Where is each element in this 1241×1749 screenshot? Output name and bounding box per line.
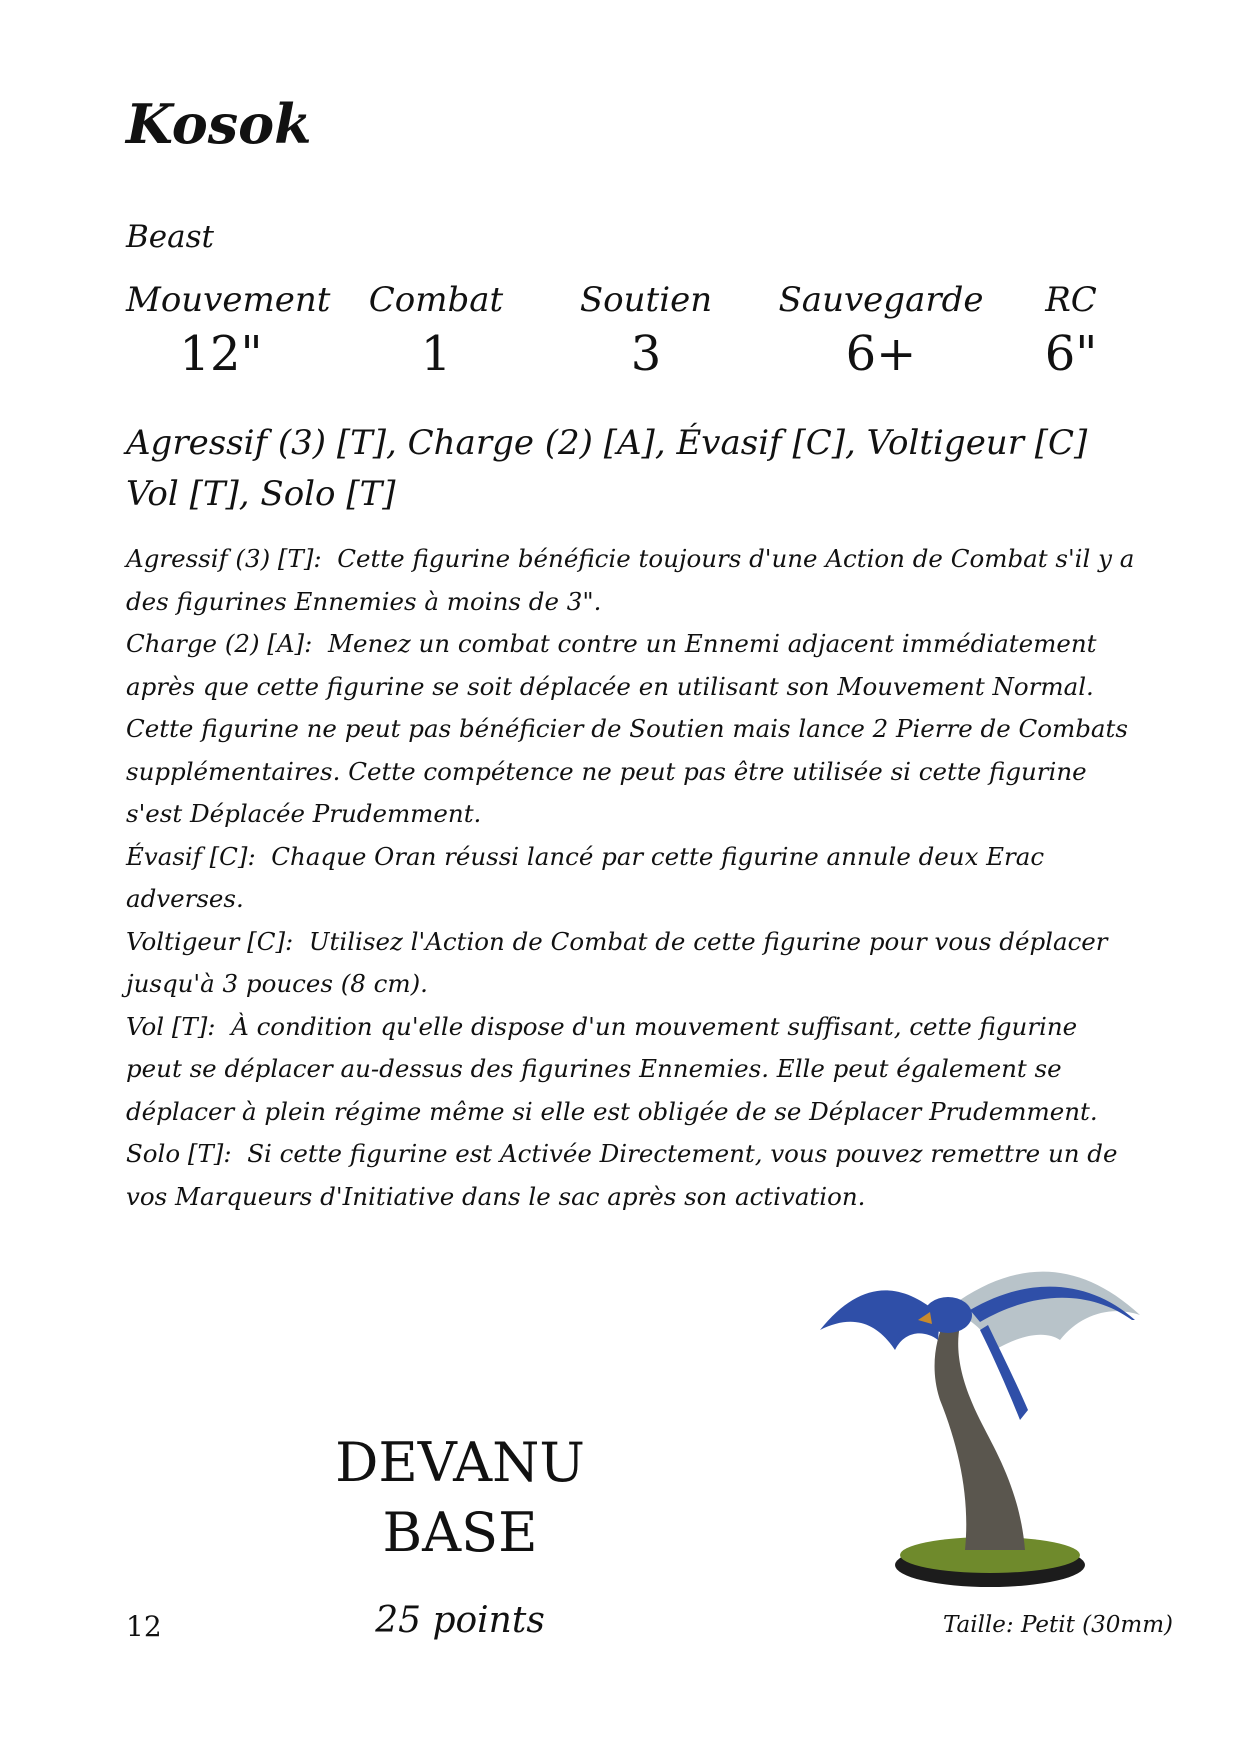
rule-name: Vol [T]: [126,1011,216,1041]
stat-soutien [566,280,726,382]
faction-name: DEVANU [335,1431,585,1494]
rule-name: Voltigeur [C]: [126,926,294,956]
page-number: 12 [126,1610,162,1643]
faction-label [300,1428,620,1568]
stat-value: 6+ [845,326,917,382]
rule-entry [126,921,1136,1006]
stat-value: 12" [179,326,263,382]
rule-entry [126,623,1136,836]
rule-name: Solo [T]: [126,1139,232,1168]
stat-value: 3 [630,326,662,382]
stat-label: Sauvegarde [778,280,984,320]
miniature-rock [935,1320,1025,1550]
stat-label: Soutien [579,280,713,320]
rule-text: Menez un combat contre un Ennemi adjacent immédiatement après que cette figurine se soit déplacée en utilisant son Mouvement Normal. Cette figurine ne peut pas bénéficier de Soutien mais lance 2 Pierre de Combats supplémentaires. Cette compétence ne peut pas être utilisée si cette figurine s'est Déplacée Prudemment. [126,629,1128,828]
rule-text: Si cette figurine est Activée Directement, vous pouvez remettre un de vos Marqueurs d'Initiative dans le sac après son activation. [126,1139,1118,1211]
rule-entry [126,1133,1136,1218]
ability-line: Vol [T], Solo [T] [126,474,396,514]
stat-label: Mouvement [126,280,331,320]
rule-text: Chaque Oran réussi lancé par cette figurine annule deux Erac adverses. [126,841,1045,913]
stat-value: 1 [420,326,452,382]
rule-name: Évasif [C]: [126,841,256,871]
unit-type: Beast [126,219,214,255]
ability-list [126,418,1087,520]
rule-name: Agressif (3) [T]: [126,544,322,573]
rule-name: Charge (2) [A]: [126,629,313,658]
rule-text: Utilisez l'Action de Combat de cette figurine pour vous déplacer jusqu'à 3 pouces (8 cm). [126,926,1108,998]
stat-rc [1026,280,1116,382]
stat-value: 6" [1044,326,1098,382]
rules-text [126,538,1136,1218]
stat-combat [356,280,516,382]
rule-entry [126,538,1136,623]
stat-mouvement [126,280,331,382]
faction-tier: BASE [382,1501,538,1564]
base-size: Taille: Petit (30mm) [942,1612,1173,1638]
rule-text: Cette figurine bénéficie toujours d'une Action de Combat s'il y a des figurines Ennemies à moins de 3". [126,544,1135,616]
stat-label: RC [1045,280,1097,320]
miniature-image [820,1220,1160,1600]
stat-label: Combat [368,280,504,320]
miniature-head [924,1297,972,1333]
points-cost: 25 points [375,1600,545,1641]
ability-line: Agressif (3) [T], Charge (2) [A], Évasif [C], Voltigeur [C] [126,423,1088,463]
rule-text: À condition qu'elle dispose d'un mouvement suffisant, cette figurine peut se déplacer au-dessus des figurines Ennemies. Elle peut également se déplacer à plein régime même si elle est obligée de se Déplacer Prudemment. [126,1011,1098,1126]
rule-entry [126,836,1136,921]
rule-entry [126,1006,1136,1134]
stat-sauvegarde [766,280,996,382]
page-title: Kosok [126,92,312,156]
